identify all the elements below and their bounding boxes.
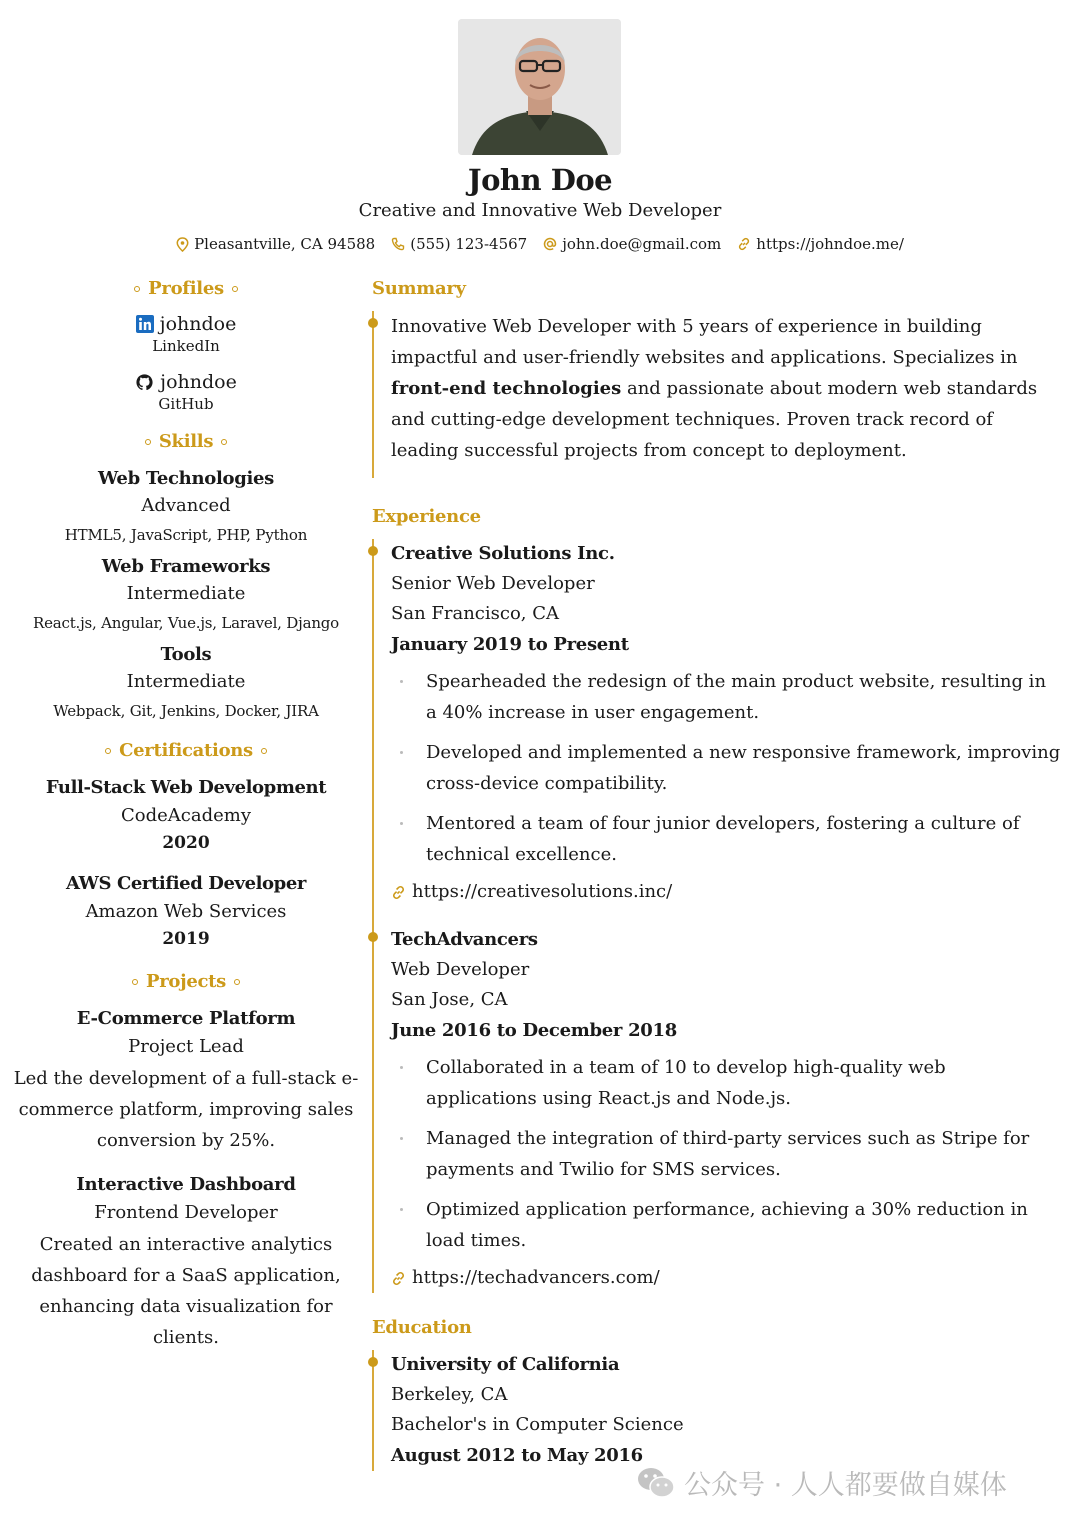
- experience-item: [391, 539, 1062, 907]
- experience-company: Creative Solutions Inc.: [391, 543, 615, 564]
- project-description: Led the development of a full-stack e-commerce platform, improving sales conversion by 25%.: [13, 1068, 359, 1151]
- highlight-item: Mentored a team of four junior developers, fostering a culture of technical excellence.: [391, 808, 1062, 870]
- summary-section: [372, 311, 1062, 478]
- profile-network: LinkedIn: [152, 337, 220, 355]
- profile-github[interactable]: [10, 371, 362, 413]
- timeline-dot: [368, 932, 378, 942]
- certification-date: 2020: [162, 833, 210, 853]
- highlight-item: Optimized application performance, achieving a 30% reduction in load times.: [391, 1194, 1062, 1256]
- experience-date: January 2019 to Present: [391, 634, 629, 655]
- education-location: Berkeley, CA: [391, 1384, 508, 1405]
- certification-item: [10, 777, 362, 853]
- link-icon: [737, 237, 751, 251]
- sidebar: [10, 278, 362, 1353]
- skill-item: [10, 644, 362, 720]
- project-name: E-Commerce Platform: [76, 1008, 296, 1029]
- summary-item: [391, 311, 1062, 478]
- experience-highlights: [391, 1052, 1062, 1256]
- contact-bar: [0, 235, 1080, 253]
- timeline-dot: [368, 1357, 378, 1367]
- experience-highlights: [391, 666, 1062, 870]
- education-institution: University of California: [391, 1354, 620, 1375]
- experience-url-text: https://creativesolutions.inc/: [412, 881, 673, 902]
- certification-name: AWS Certified Developer: [66, 873, 306, 894]
- experience-section: [372, 539, 1062, 1293]
- certification-issuer: CodeAcademy: [120, 805, 251, 826]
- skill-level: Advanced: [141, 495, 231, 516]
- profile-network: GitHub: [158, 395, 214, 413]
- highlight-item: Collaborated in a team of 10 to develop high-quality web applications using React.js and Node.js.: [391, 1052, 1062, 1114]
- contact-email-text: john.doe@gmail.com: [562, 235, 722, 253]
- watermark: [636, 1463, 1007, 1502]
- skill-keywords: HTML5, JavaScript, PHP, Python: [64, 526, 308, 544]
- highlight-item: Developed and implemented a new responsive framework, improving cross-device compatibility.: [391, 737, 1062, 799]
- link-icon: [391, 1271, 406, 1286]
- contact-email[interactable]: [543, 235, 721, 253]
- experience-url[interactable]: [391, 877, 1062, 907]
- profile-username: johndoe: [160, 371, 237, 393]
- skill-item: [10, 556, 362, 632]
- skill-keywords: Webpack, Git, Jenkins, Docker, JIRA: [53, 702, 319, 720]
- experience-item: [391, 925, 1062, 1293]
- linkedin-icon: [136, 315, 154, 333]
- skill-item: [10, 468, 362, 544]
- github-icon: [135, 373, 154, 392]
- skill-level: Intermediate: [126, 583, 246, 604]
- education-date: August 2012 to May 2016: [391, 1445, 643, 1466]
- experience-heading: Experience: [372, 506, 481, 527]
- certification-date: 2019: [162, 929, 210, 949]
- at-sign-icon: [543, 237, 557, 251]
- certifications-heading: Certifications: [10, 740, 362, 761]
- project-name: Interactive Dashboard: [76, 1174, 296, 1195]
- map-pin-icon: [176, 237, 189, 252]
- phone-icon: [391, 237, 405, 251]
- skill-name: Web Technologies: [97, 468, 275, 489]
- candidate-name: John Doe: [467, 163, 613, 197]
- profile-linkedin[interactable]: [10, 313, 362, 355]
- contact-location: [176, 235, 375, 253]
- experience-location: San Jose, CA: [391, 989, 508, 1010]
- profiles-heading: Profiles: [10, 278, 362, 299]
- project-item: [10, 1174, 362, 1353]
- project-item: [10, 1008, 362, 1156]
- timeline-dot: [368, 318, 378, 328]
- profile-photo: [458, 19, 621, 155]
- contact-location-text: Pleasantville, CA 94588: [194, 235, 376, 253]
- skill-level: Intermediate: [126, 671, 246, 692]
- education-heading: Education: [372, 1317, 472, 1338]
- projects-heading: Projects: [10, 971, 362, 992]
- wechat-icon: [636, 1466, 676, 1500]
- contact-website-text: https://johndoe.me/: [756, 235, 904, 253]
- summary-heading: Summary: [372, 278, 466, 299]
- experience-date: June 2016 to December 2018: [391, 1020, 677, 1041]
- profile-username: johndoe: [159, 313, 237, 335]
- main-content: [372, 278, 1062, 1471]
- highlight-item: Spearheaded the redesign of the main product website, resulting in a 40% increase in user engagement.: [391, 666, 1062, 728]
- certification-issuer: Amazon Web Services: [85, 901, 287, 922]
- watermark-text: 公众号 · 人人都要做自媒体: [684, 1470, 1007, 1501]
- experience-company: TechAdvancers: [391, 929, 538, 950]
- project-role: Project Lead: [128, 1036, 244, 1057]
- experience-url[interactable]: [391, 1263, 1062, 1293]
- certification-name: Full-Stack Web Development: [45, 777, 327, 798]
- project-role: Frontend Developer: [94, 1202, 278, 1223]
- experience-location: San Francisco, CA: [391, 603, 560, 624]
- highlight-item: Managed the integration of third-party services such as Stripe for payments and Twilio for SMS services.: [391, 1123, 1062, 1185]
- experience-position: Senior Web Developer: [391, 573, 595, 594]
- contact-website[interactable]: [737, 235, 904, 253]
- contact-phone[interactable]: [391, 235, 527, 253]
- candidate-headline: Creative and Innovative Web Developer: [358, 200, 722, 221]
- certification-item: [10, 873, 362, 949]
- project-description: Created an interactive analytics dashboard for a SaaS application, enhancing data visualization for clients.: [31, 1234, 341, 1348]
- education-degree: Bachelor's in Computer Science: [391, 1414, 684, 1435]
- contact-phone-text: (555) 123-4567: [410, 235, 528, 253]
- education-section: [372, 1350, 1062, 1471]
- education-item: [391, 1350, 1062, 1471]
- timeline-dot: [368, 546, 378, 556]
- summary-emphasis: front-end technologies: [391, 378, 622, 399]
- summary-text: Innovative Web Developer with 5 years of experience in building impactful and user-friendly websites and applications. Specializes in front-end technologies and passionate about modern web standards and cutting-edge development techniques. Proven track record of leading successful projects from concept to deployment.: [391, 316, 1038, 461]
- skill-keywords: React.js, Angular, Vue.js, Laravel, Django: [32, 614, 340, 632]
- experience-position: Web Developer: [391, 959, 530, 980]
- skills-heading: Skills: [10, 431, 362, 452]
- experience-url-text: https://techadvancers.com/: [412, 1267, 660, 1288]
- skill-name: Web Frameworks: [101, 556, 271, 577]
- link-icon: [391, 885, 406, 900]
- skill-name: Tools: [160, 644, 212, 665]
